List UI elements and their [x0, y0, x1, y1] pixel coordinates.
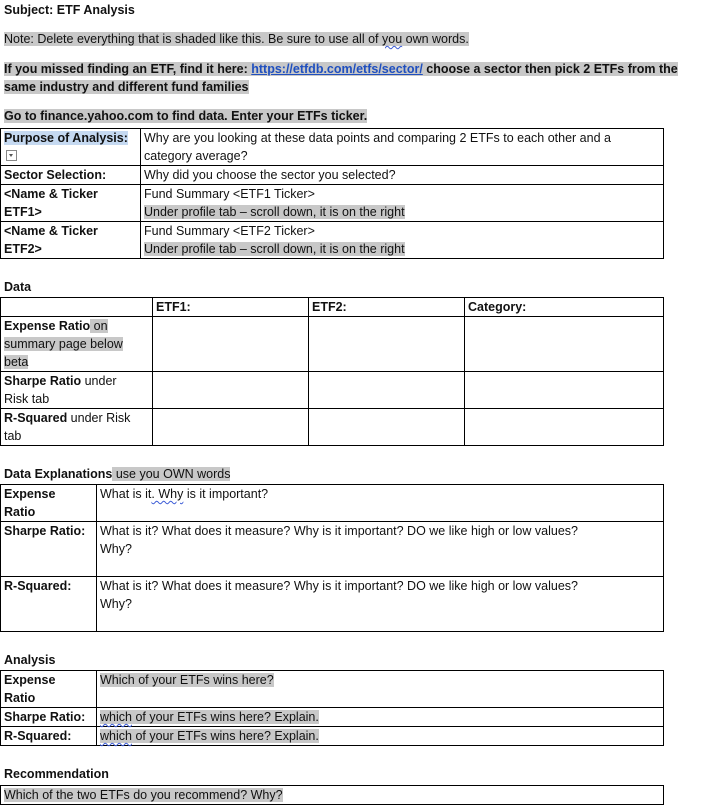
- sharpe-label: Sharpe Ratio: [4, 374, 82, 388]
- rsq-hint-2: tab: [4, 429, 22, 443]
- recommendation-row: [1, 786, 664, 805]
- analysis-rsq-row: [1, 727, 664, 746]
- expense-etf1-cell[interactable]: [153, 317, 309, 372]
- expense-label: Expense Ratio: [4, 319, 91, 333]
- etf1-row: [1, 185, 664, 222]
- expl-sharpe-row: [1, 522, 664, 577]
- analysis-expense-label-2: Ratio: [4, 691, 36, 705]
- expl-rsq-label: R-Squared:: [1, 577, 97, 632]
- purpose-line-2: category average?: [144, 149, 248, 163]
- analysis-sharpe-cell[interactable]: [97, 708, 664, 727]
- analysis-table: [0, 670, 664, 746]
- etf2-text-cell[interactable]: [141, 222, 664, 259]
- missed-line-2: [4, 80, 249, 94]
- note-line: [4, 32, 469, 46]
- expl-expense-c: is it important?: [183, 487, 269, 501]
- missed-prefix: If you missed finding an ETF, find it here:: [4, 62, 252, 76]
- col-etf2: ETF2:: [309, 298, 465, 317]
- goto-text: Go to finance.yahoo.com to find data. Enter your ETFs ticker.: [4, 109, 368, 123]
- missed-line2-text: same industry and different fund families: [4, 80, 249, 94]
- sharpe-row: [1, 372, 664, 409]
- data-header-empty: [1, 298, 153, 317]
- etf1-label-2: ETF1>: [4, 205, 42, 219]
- expl-expense-label: [1, 485, 97, 522]
- etf2-label-cell: [1, 222, 141, 259]
- expl-expense-label-2: Ratio: [4, 505, 36, 519]
- note-you: you: [382, 32, 403, 46]
- sharpe-etf1-cell[interactable]: [153, 372, 309, 409]
- expense-category-cell[interactable]: [465, 317, 664, 372]
- etf2-label-1: <Name & Ticker: [4, 224, 98, 238]
- expl-sharpe-line-2: Why?: [100, 542, 132, 556]
- analysis-sharpe-row: [1, 708, 664, 727]
- rsq-hint-1: under Risk: [67, 411, 131, 425]
- sector-row: [1, 166, 664, 185]
- expl-expense-b: . Why: [151, 487, 184, 501]
- note-end: own words.: [402, 32, 469, 46]
- etf1-profile-hint: Under profile tab – scroll down, it is on the right: [144, 205, 405, 219]
- expl-rsq-line-2: Why?: [100, 597, 132, 611]
- expl-expense-label-1: Expense: [4, 487, 56, 501]
- expl-rsq-text[interactable]: [97, 577, 664, 632]
- analysis-sharpe-text: of your ETFs wins here? Explain.: [131, 710, 319, 724]
- expl-rsq-row: [1, 577, 664, 632]
- data-header-row: [1, 298, 664, 317]
- missed-suffix: choose a sector then pick 2 ETFs from the: [422, 62, 678, 76]
- rsq-label-cell: [1, 409, 153, 446]
- expl-rsq-line-1: What is it? What does it measure? Why is it important? DO we like high or low values?: [100, 579, 578, 593]
- etf1-text-cell[interactable]: [141, 185, 664, 222]
- sharpe-etf2-cell[interactable]: [309, 372, 465, 409]
- expl-heading: Data Explanations: [4, 467, 113, 481]
- analysis-heading: Analysis: [4, 653, 56, 667]
- purpose-table: [0, 128, 664, 259]
- explanations-table: [0, 484, 664, 632]
- expense-hint-1: on: [90, 319, 108, 333]
- sector-label: Sector Selection:: [1, 166, 141, 185]
- purpose-label: Purpose of Analysis:: [4, 131, 128, 145]
- sector-text[interactable]: Why did you choose the sector you selected?: [141, 166, 664, 185]
- sharpe-category-cell[interactable]: [465, 372, 664, 409]
- etfdb-link[interactable]: https://etfdb.com/etfs/sector/: [251, 62, 423, 76]
- missed-line-1: [4, 62, 678, 76]
- rsq-category-cell[interactable]: [465, 409, 664, 446]
- goto-line: [4, 109, 367, 123]
- analysis-rsq-label: R-Squared:: [1, 727, 97, 746]
- analysis-expense-text: Which of your ETFs wins here?: [100, 673, 274, 687]
- expl-expense-text[interactable]: [97, 485, 664, 522]
- expl-heading-line: [4, 467, 230, 481]
- data-table: [0, 297, 664, 446]
- etf2-row: [1, 222, 664, 259]
- rsq-etf2-cell[interactable]: [309, 409, 465, 446]
- dropdown-arrow-icon[interactable]: [6, 150, 17, 161]
- recommendation-heading: Recommendation: [4, 767, 109, 781]
- note-text: Note: Delete everything that is shaded like this. Be sure to use all of: [4, 32, 382, 46]
- subject-line: Subject: ETF Analysis: [4, 3, 135, 17]
- etf2-label-2: ETF2>: [4, 242, 42, 256]
- expense-hint-3: beta: [4, 355, 29, 369]
- purpose-text-cell[interactable]: [141, 129, 664, 166]
- expl-expense-row: [1, 485, 664, 522]
- sharpe-hint-2: Risk tab: [4, 392, 50, 406]
- purpose-label-cell[interactable]: [1, 129, 141, 166]
- analysis-rsq-text: of your ETFs wins here? Explain.: [131, 729, 319, 743]
- expense-label-cell: [1, 317, 153, 372]
- recommendation-text: Which of the two ETFs do you recommend? Why?: [4, 788, 283, 802]
- sharpe-hint-1: under: [81, 374, 117, 388]
- analysis-expense-label: [1, 671, 97, 708]
- expl-sharpe-label: Sharpe Ratio:: [1, 522, 97, 577]
- analysis-expense-label-1: Expense: [4, 673, 56, 687]
- recommendation-table: [0, 785, 664, 805]
- expense-hint-2: summary page below: [4, 337, 123, 351]
- etf1-summary: Fund Summary <ETF1 Ticker>: [144, 187, 315, 201]
- expl-sharpe-line-1: What is it? What does it measure? Why is it important? DO we like high or low values?: [100, 524, 578, 538]
- etf1-label-cell: [1, 185, 141, 222]
- analysis-sharpe-which: which: [100, 710, 132, 724]
- sharpe-label-cell: [1, 372, 153, 409]
- etf1-label-1: <Name & Ticker: [4, 187, 98, 201]
- col-etf1: ETF1:: [153, 298, 309, 317]
- purpose-row: [1, 129, 664, 166]
- expl-sharpe-text[interactable]: [97, 522, 664, 577]
- rsq-label: R-Squared: [4, 411, 68, 425]
- recommendation-cell[interactable]: [1, 786, 664, 805]
- analysis-sharpe-label: Sharpe Ratio:: [1, 708, 97, 727]
- analysis-expense-row: [1, 671, 664, 708]
- col-category: Category:: [465, 298, 664, 317]
- expense-etf2-cell[interactable]: [309, 317, 465, 372]
- rsq-etf1-cell[interactable]: [153, 409, 309, 446]
- analysis-rsq-cell[interactable]: [97, 727, 664, 746]
- expl-hint: use you OWN words: [112, 467, 231, 481]
- purpose-line-1: Why are you looking at these data points and comparing 2 ETFs to each other and a: [144, 131, 611, 145]
- rsq-row: [1, 409, 664, 446]
- analysis-expense-cell[interactable]: [97, 671, 664, 708]
- data-heading: Data: [4, 280, 32, 294]
- etf2-summary: Fund Summary <ETF2 Ticker>: [144, 224, 315, 238]
- analysis-rsq-which: which: [100, 729, 132, 743]
- etf2-profile-hint: Under profile tab – scroll down, it is on the right: [144, 242, 405, 256]
- expl-expense-a: What is it: [100, 487, 152, 501]
- expense-row: [1, 317, 664, 372]
